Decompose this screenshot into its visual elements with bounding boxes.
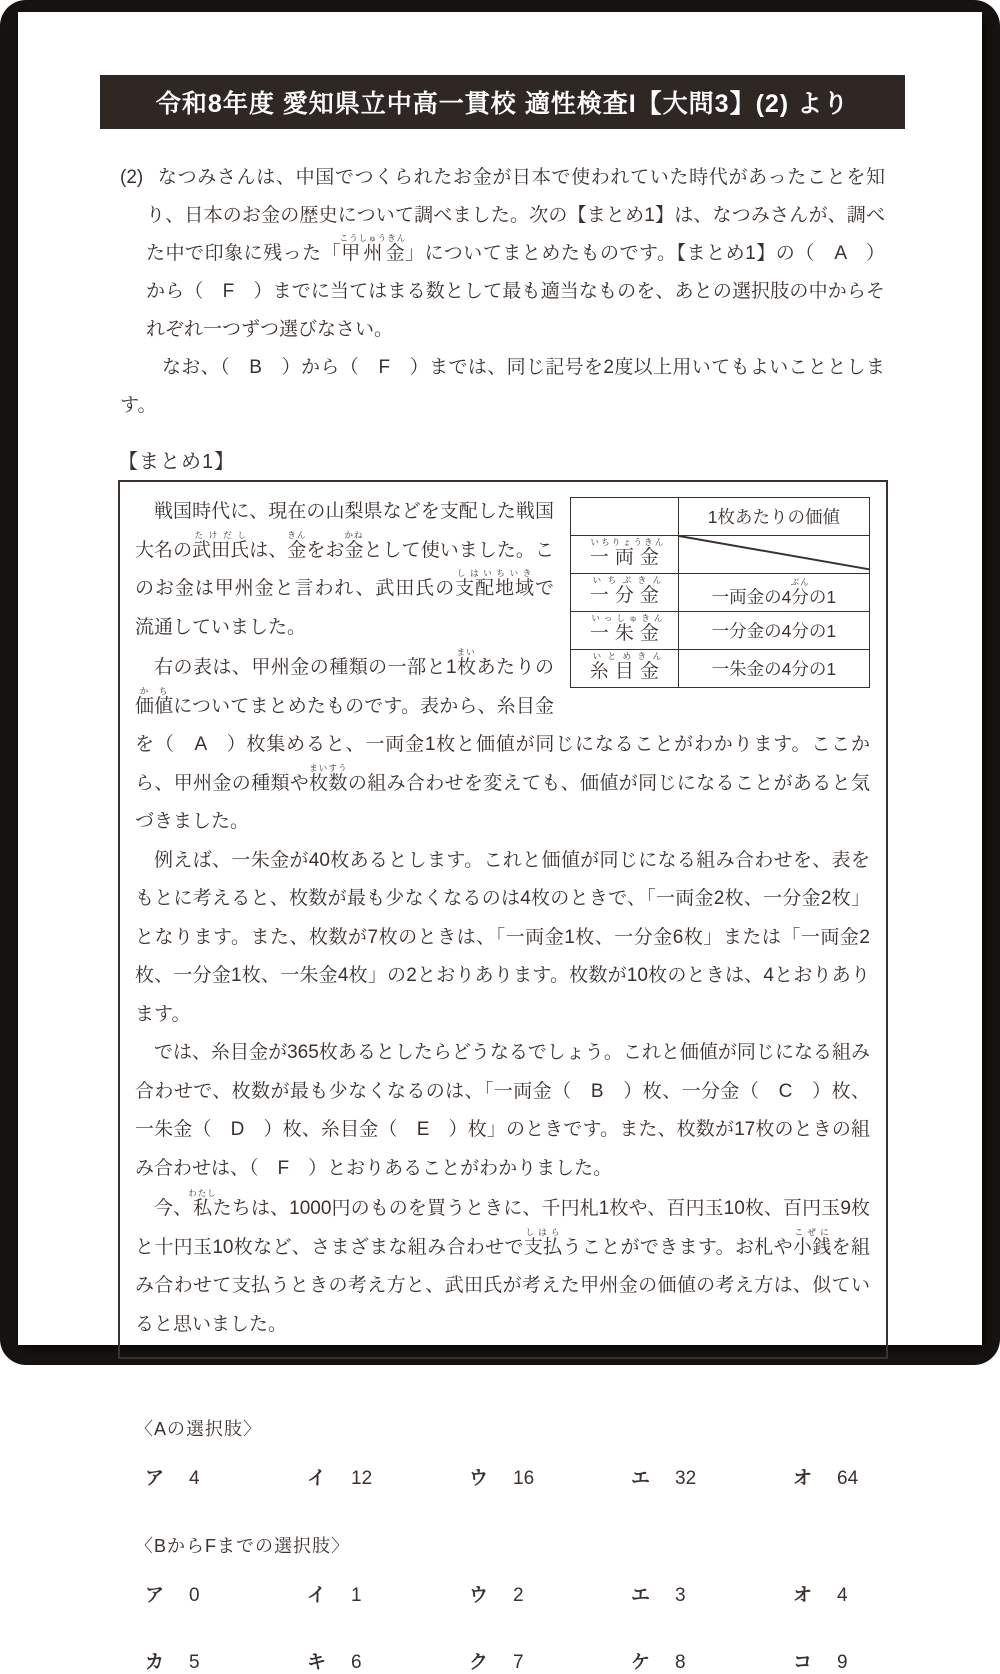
choice-letter: イ <box>307 1585 327 1606</box>
matome-box <box>118 480 888 1359</box>
intro-note: なお、（ B ）から（ F ）までは、同じ記号を2度以上用いてもよいこととします。 <box>120 357 885 416</box>
choice-option-bf-u <box>469 1580 631 1607</box>
question-intro <box>120 159 885 425</box>
choice-option-bf-a <box>145 1580 307 1607</box>
matome-paragraph-3: 例えば、一朱金が40枚あるとします。これと価値が同じになる組み合わせを、表をもとに考えると、枚数が最も少なくなるのは4枚のときで、「一両金2枚、一分金2枚」となります。また、枚数が7枚のときは、「一両金1枚、一分金6枚」または「一両金2枚、一分金1枚、一朱金4枚」の2とおりあります。枚数が10枚のときは、4とおりあります。 <box>135 849 870 1025</box>
question-number: (2) <box>120 167 144 188</box>
coin-value-ichibukin: 一両金の4分ぶんの1 <box>678 574 869 612</box>
choice-value: 2 <box>513 1585 524 1606</box>
choice-option-bf-ko <box>793 1647 955 1674</box>
coin-name-ichiryokin: 一両金いちりょうきん <box>571 536 679 574</box>
matome-paragraph-4: では、糸目金が365枚あるとしたらどうなるでしょう。これと価値が同じになる組み合わせで、枚数が最も少なくなるのは、「一両金（ B ）枚、一分金（ C ）枚、一朱金（ D ）枚、糸目金（ E ）枚」のときです。また、枚数が17枚のときの組み合わせは、（ F ）とおりあることがわかりました。 <box>135 1042 870 1179</box>
choice-letter: オ <box>793 1585 813 1606</box>
choices-bf-options-row1 <box>145 1580 982 1607</box>
choice-value: 5 <box>189 1652 200 1673</box>
choice-value: 4 <box>189 1468 200 1489</box>
choice-value: 4 <box>837 1585 848 1606</box>
choice-value: 16 <box>513 1468 535 1489</box>
table-row <box>571 574 870 612</box>
choice-letter: ケ <box>631 1652 651 1673</box>
intro-text: なつみさんは、中国でつくられたお金が日本で使われていた時代があったことを知り、日本のお金の歴史について調べました。次の【まとめ1】は、なつみさんが、調べた中で印象に残った「甲州金こうしゅうきん」についてまとめたものです。【まとめ1】の（ A ）から（ F ）までに当てはまる数として最も適当なものを、あとの選択肢の中からそれぞれ一つずつ選びなさい。 <box>146 167 885 340</box>
choice-letter: イ <box>307 1468 327 1489</box>
coin-name-itomekin: 糸目金いとめきん <box>571 650 679 688</box>
choice-letter: コ <box>793 1652 813 1673</box>
choice-letter: ア <box>145 1468 165 1489</box>
choice-letter: ウ <box>469 1585 489 1606</box>
choice-letter: ウ <box>469 1468 489 1489</box>
intro-paragraph <box>120 159 885 349</box>
choice-value: 32 <box>675 1468 697 1489</box>
choice-value: 3 <box>675 1585 686 1606</box>
coin-name-isshukin: 一朱金いっしゅきん <box>571 612 679 650</box>
choice-option-bf-ka <box>145 1647 307 1674</box>
coin-value-itomekin: 一朱金の4分の1 <box>678 650 869 688</box>
choice-option-a-u <box>469 1463 631 1490</box>
choice-letter: カ <box>145 1652 165 1673</box>
table-corner-cell <box>571 498 679 536</box>
choice-option-bf-o <box>793 1580 955 1607</box>
choices-a-heading: 〈Aの選択肢〉 <box>135 1419 263 1439</box>
choice-option-a-e <box>631 1463 793 1490</box>
choice-value: 8 <box>675 1652 686 1673</box>
diagonal-strikethrough-cell <box>678 536 869 574</box>
choices-a-section <box>135 1415 982 1490</box>
choice-value: 1 <box>351 1585 362 1606</box>
choice-option-bf-e <box>631 1580 793 1607</box>
choices-bf-heading: 〈BからFまでの選択肢〉 <box>135 1536 350 1556</box>
choice-option-bf-i <box>307 1580 469 1607</box>
choice-value: 0 <box>189 1585 200 1606</box>
header-bar <box>100 75 905 129</box>
coin-value-table <box>570 497 870 688</box>
table-header-value: 1枚あたりの価値 <box>678 498 869 536</box>
table-row <box>571 536 870 574</box>
header-title: 令和8年度 愛知県立中高一貫校 適性検査I【大問3】(2) より <box>155 90 850 118</box>
matome-paragraph-2: 右の表は、甲州金の種類の一部と1枚まいあたりの価か値ちについてまとめたものです。表から、糸目金を（ A ）枚集めると、一両金1枚と価値が同じになることがわかります。ここから、甲州金の種類や枚数まいすうの組み合わせを変えても、価値が同じになることがあると気づきました。 <box>135 647 870 832</box>
matome-label: 【まとめ1】 <box>118 451 236 473</box>
choices-bf-section <box>135 1532 982 1674</box>
choice-option-a-o <box>793 1463 955 1490</box>
choice-option-a-a <box>145 1463 307 1490</box>
choice-value: 12 <box>351 1468 373 1489</box>
choice-letter: ア <box>145 1585 165 1606</box>
choice-option-bf-ki <box>307 1647 469 1674</box>
coin-value-isshukin: 一分金の4分の1 <box>678 612 869 650</box>
choice-value: 64 <box>837 1468 859 1489</box>
choice-letter: エ <box>631 1585 651 1606</box>
table-row <box>571 650 870 688</box>
table-header-row <box>571 498 870 536</box>
matome-paragraph-1: 戦国時代に、現在の山梨県などを支配した戦国大名の武田氏たけだしは、金きんをお金かねとして使いました。このお金は甲州金と言われ、武田氏の支配地域しはいちいきで流通していました。 <box>135 501 554 638</box>
choice-value: 9 <box>837 1652 848 1673</box>
table-row <box>571 612 870 650</box>
choice-value: 7 <box>513 1652 524 1673</box>
choice-option-a-i <box>307 1463 469 1490</box>
choices-bf-options-row2 <box>145 1647 982 1674</box>
coin-name-ichibukin: 一分金いちぶきん <box>571 574 679 612</box>
choice-letter: ク <box>469 1652 489 1673</box>
document-page <box>18 12 982 1673</box>
choices-a-options <box>145 1463 982 1490</box>
choice-letter: オ <box>793 1468 813 1489</box>
choice-value: 6 <box>351 1652 362 1673</box>
choice-option-bf-ku <box>469 1647 631 1674</box>
choice-letter: エ <box>631 1468 651 1489</box>
matome-paragraph-5: 今、私わたしたちは、1000円のものを買うときに、千円札1枚や、百円玉10枚、百円玉9枚と十円玉10枚など、さまざまな組み合わせで支払しはらうことができます。お札や小銭こぜにを組み合わせて支払うときの考え方と、武田氏が考えた甲州金の価値の考え方は、似ていると思いました。 <box>135 1188 870 1335</box>
diagonal-line <box>679 536 869 573</box>
choice-option-bf-ke <box>631 1647 793 1674</box>
choice-letter: キ <box>307 1652 327 1673</box>
